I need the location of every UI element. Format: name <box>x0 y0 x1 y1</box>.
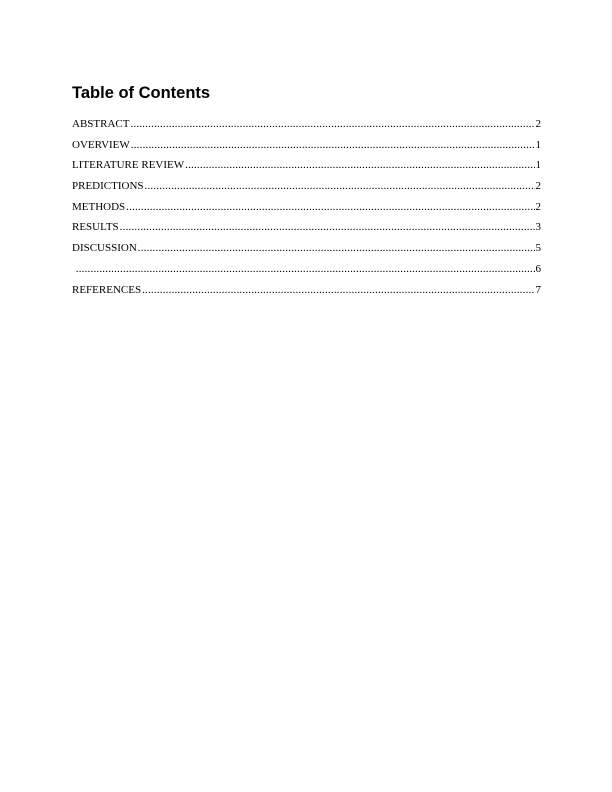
toc-entry-label <box>72 262 75 276</box>
toc-entry-page: 3 <box>535 221 541 234</box>
dot-leader <box>138 241 535 255</box>
toc-entry-discussion[interactable] <box>72 241 541 262</box>
dot-leader <box>185 158 534 172</box>
toc-entry-label: OVERVIEW <box>72 138 130 151</box>
toc-entry-label: METHODS <box>72 200 126 213</box>
toc-entry-predictions[interactable] <box>72 179 541 200</box>
dot-leader <box>76 262 535 276</box>
dot-leader <box>142 283 534 297</box>
toc-entry-page: 1 <box>535 159 541 172</box>
toc-entry-page: 7 <box>535 283 541 296</box>
toc-entry-overview[interactable] <box>72 138 541 159</box>
toc-heading: Table of Contents <box>72 84 211 102</box>
toc-entry-methods[interactable] <box>72 200 541 221</box>
dot-leader <box>131 138 535 152</box>
toc-entry-references[interactable] <box>72 283 541 304</box>
toc-entry-page: 2 <box>535 200 541 213</box>
toc-entry-untitled[interactable] <box>72 262 541 283</box>
toc-list <box>72 117 541 303</box>
dot-leader <box>120 220 535 234</box>
toc-entry-label: REFERENCES <box>72 283 142 296</box>
toc-entry-literature-review[interactable] <box>72 158 541 179</box>
dot-leader <box>145 179 535 193</box>
toc-entry-label: DISCUSSION <box>72 242 137 255</box>
toc-entry-page: 6 <box>535 262 541 275</box>
toc-entry-page: 1 <box>535 138 541 151</box>
toc-entry-page: 2 <box>535 118 541 130</box>
toc-entry-results[interactable] <box>72 220 541 241</box>
dot-leader <box>130 117 534 131</box>
toc-entry-label: ABSTRACT <box>72 118 130 130</box>
toc-entry-label: PREDICTIONS <box>72 180 144 193</box>
toc-entry-abstract[interactable] <box>72 117 541 138</box>
dot-leader <box>126 200 534 214</box>
toc-entry-label: RESULTS <box>72 221 119 234</box>
toc-entry-label: LITERATURE REVIEW <box>72 159 185 172</box>
toc-entry-page: 5 <box>535 242 541 255</box>
toc-entry-page: 2 <box>535 180 541 193</box>
